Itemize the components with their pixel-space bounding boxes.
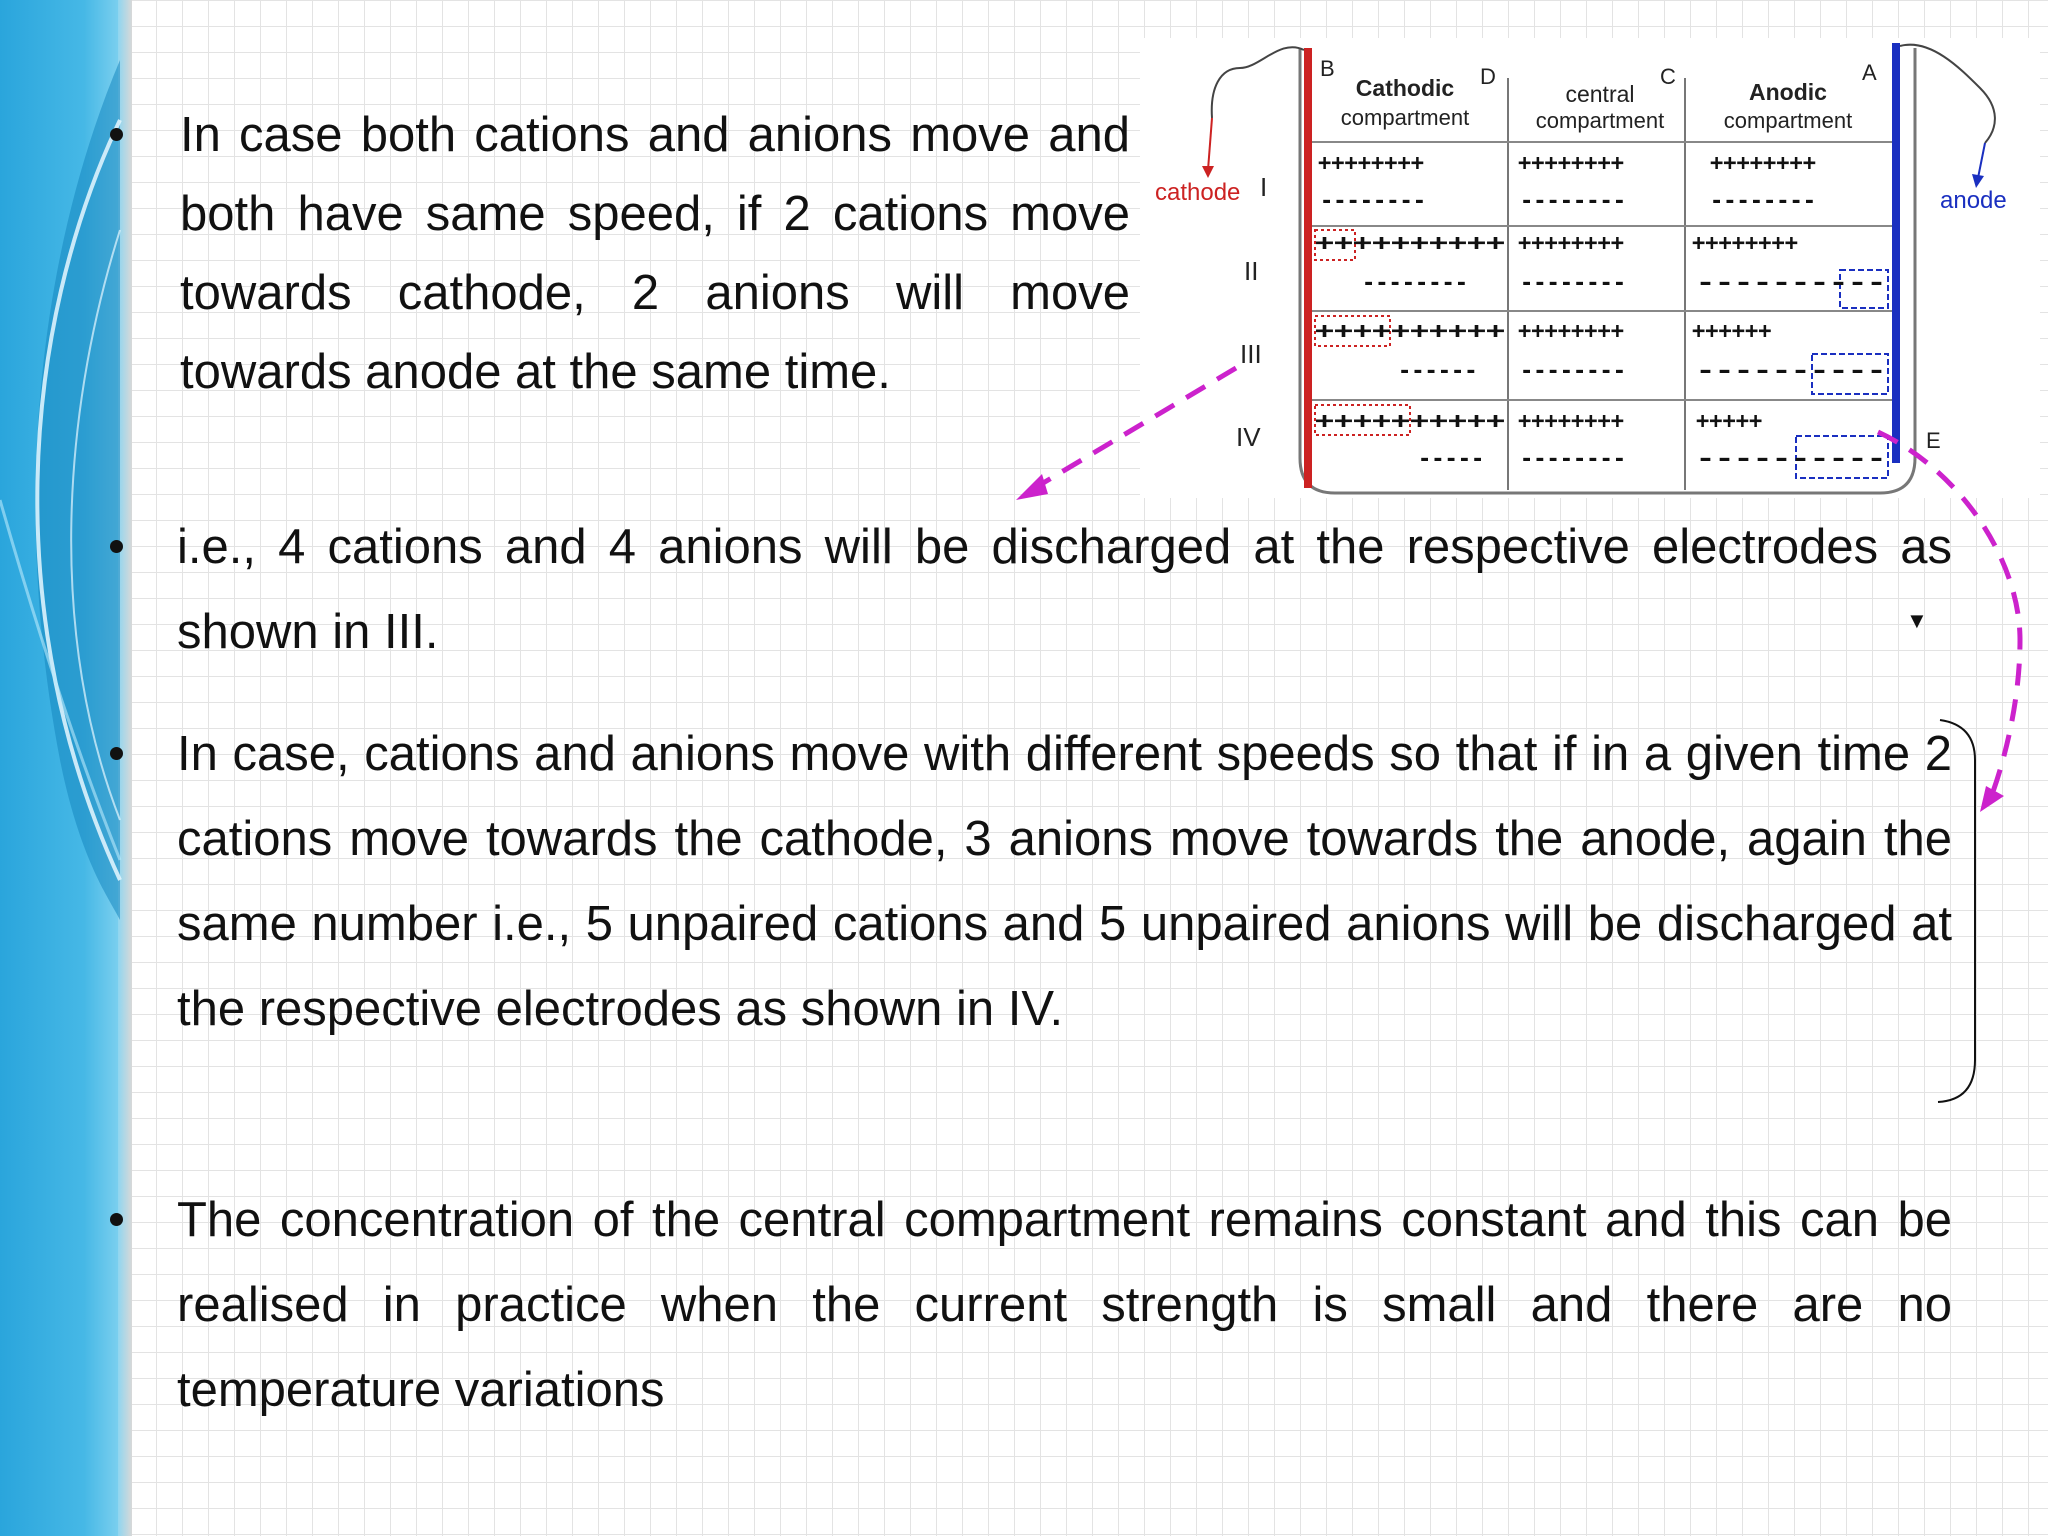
paragraph-same-speed: In case both cations and anions move and both have same speed, if 2 cations move towards cathode, 2 anions will move towards anode at the same time. — [180, 108, 1130, 399]
row1-central-minus: -------- — [1520, 189, 1626, 214]
anodic-header-line1: Anodic — [1749, 79, 1827, 105]
cathode-electrode — [1304, 48, 1312, 488]
row1-cathodic-plus: ++++++++ — [1318, 151, 1424, 176]
row-numeral-2: II — [1244, 256, 1259, 286]
row4-anodic-plus: +++++ — [1696, 409, 1763, 434]
bullet-3 — [110, 747, 123, 760]
row1-anodic-minus: -------- — [1710, 189, 1816, 214]
arrow-head-left — [1016, 474, 1048, 500]
label-e: E — [1926, 428, 1941, 453]
row1-anodic-plus: ++++++++ — [1710, 151, 1816, 176]
row3-cathodic-minus: ------ — [1398, 359, 1478, 384]
label-b: B — [1320, 56, 1335, 81]
small-triangle-marker: ▼ — [1906, 608, 1928, 633]
row2-central-minus: -------- — [1520, 271, 1626, 296]
row4-anodic-minus: ---------- — [1696, 447, 1886, 472]
row3-cathodic-plus: ++++++++++ — [1315, 319, 1505, 344]
cathodic-header-line1: Cathodic — [1355, 75, 1455, 101]
row2-anodic-minus: ---------- — [1696, 271, 1886, 296]
cathodic-header-line2: compartment — [1340, 105, 1470, 130]
arrow-head-right — [1980, 786, 2004, 812]
label-a: A — [1862, 60, 1877, 85]
row-numeral-1: I — [1260, 172, 1268, 202]
row3-anodic-minus: ---------- — [1696, 359, 1886, 384]
electrolysis-cell-diagram — [1140, 38, 2040, 498]
row2-anodic-plus: ++++++++ — [1692, 231, 1798, 256]
label-d: D — [1480, 64, 1496, 89]
central-header-line1: central — [1565, 81, 1635, 107]
row1-central-plus: ++++++++ — [1518, 151, 1624, 176]
row2-cathodic-minus: -------- — [1362, 271, 1468, 296]
anode-electrode — [1892, 43, 1900, 463]
row4-central-minus: -------- — [1520, 447, 1626, 472]
left-decorative-band — [0, 0, 132, 1536]
bullet-4 — [110, 1213, 123, 1226]
paragraph-central-concentration: The concentration of the central compartment remains constant and this can be realised in practice when the current strength is small and there are no temperature variations — [177, 1193, 1952, 1417]
row4-central-plus: ++++++++ — [1518, 409, 1624, 434]
central-header-line2: compartment — [1535, 108, 1665, 133]
bullet-2 — [110, 540, 123, 553]
label-c: C — [1660, 64, 1676, 89]
bullet-1 — [110, 128, 123, 141]
row3-central-plus: ++++++++ — [1518, 319, 1624, 344]
paragraph-different-speeds: In case, cations and anions move with different speeds so that if in a given time 2 cations move towards the cathode, 3 anions move towards the anode, again the same number i.e., 5 unpaired cations and 5 unpaired anions will be discharged at the respective electrodes as shown in IV. — [177, 727, 1952, 1036]
anode-label: anode — [1940, 187, 2007, 214]
anodic-header-line2: compartment — [1723, 108, 1853, 133]
row2-central-plus: ++++++++ — [1518, 231, 1624, 256]
cathode-label: cathode — [1155, 179, 1241, 206]
row1-cathodic-minus: -------- — [1320, 189, 1426, 214]
paragraph-discharge-three: i.e., 4 cations and 4 anions will be discharged at the respective electrodes as shown in III. — [177, 520, 1952, 659]
row2-cathodic-plus: ++++++++++ — [1315, 231, 1505, 256]
row4-cathodic-minus: ----- — [1418, 447, 1485, 472]
row4-cathodic-plus: ++++++++++ — [1315, 409, 1505, 434]
row3-anodic-plus: ++++++ — [1692, 319, 1772, 344]
row-numeral-4: IV — [1236, 422, 1261, 452]
row3-central-minus: -------- — [1520, 359, 1626, 384]
row-numeral-3: III — [1240, 339, 1262, 369]
